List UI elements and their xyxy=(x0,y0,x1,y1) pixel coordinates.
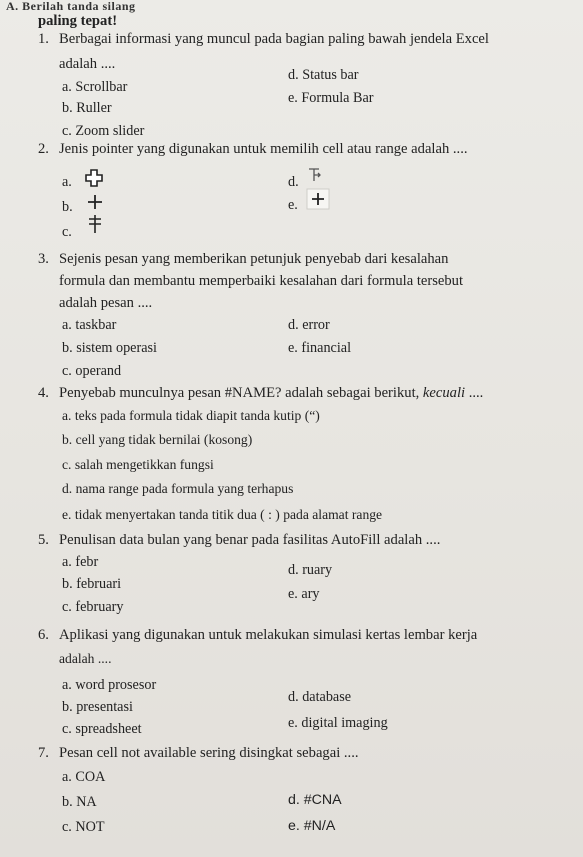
q4-option-b: b. cell yang tidak bernilai (kosong) xyxy=(62,432,253,447)
q2-text-line1: Jenis pointer yang digunakan untuk memilih cell atau range adalah .... xyxy=(59,141,468,157)
q6-option-a: a. word prosesor xyxy=(62,677,157,693)
q1-option-c: c. Zoom slider xyxy=(62,123,145,139)
q2-option-d: d. xyxy=(288,174,299,190)
q4-option-d: d. nama range pada formula yang terhapus xyxy=(62,481,294,496)
q7-option-e: e. #N/A xyxy=(288,818,336,834)
q6-text-line2: adalah .... xyxy=(59,651,112,666)
q3-text-line2: formula dan membantu memperbaiki kesalahan dari formula tersebut xyxy=(59,273,464,289)
q3-option-d: d. error xyxy=(288,317,330,333)
q4-text-post: .... xyxy=(465,385,484,401)
q4-text-pre: Penyebab munculnya pesan #NAME? adalah sebagai berikut, xyxy=(59,385,423,401)
q6-option-e: e. digital imaging xyxy=(288,715,388,731)
q2-option-a: a. xyxy=(62,174,72,190)
q2-number: 2. xyxy=(38,141,49,157)
q4-option-e: e. tidak menyertakan tanda titik dua ( : ) pada alamat range xyxy=(62,507,383,522)
q6-option-d: d. database xyxy=(288,689,352,705)
section-subtitle: paling tepat! xyxy=(38,13,118,29)
q1-number: 1. xyxy=(38,31,49,47)
q1-option-b: b. Ruller xyxy=(62,100,112,116)
q5-option-c: c. february xyxy=(62,599,124,615)
section-header: A. Berilah tanda silang xyxy=(6,0,136,13)
q3-option-b: b. sistem operasi xyxy=(62,340,157,356)
q7-option-c: c. NOT xyxy=(62,819,105,835)
thin-cross-pointer-icon xyxy=(86,193,104,211)
q2-option-e: e. xyxy=(288,197,298,213)
resize-pointer-icon xyxy=(306,166,324,184)
q3-option-e: e. financial xyxy=(288,340,352,356)
q4-option-a: a. teks pada formula tidak diapit tanda kutip (“) xyxy=(62,408,320,423)
double-bar-cross-pointer-icon xyxy=(86,213,104,235)
q7-option-a: a. COA xyxy=(62,769,106,785)
q5-option-d: d. ruary xyxy=(288,562,333,578)
q7-option-d: d. #CNA xyxy=(288,792,342,808)
q1-option-d: d. Status bar xyxy=(288,67,359,83)
q7-option-b: b. NA xyxy=(62,794,97,810)
q1-text-line2: adalah .... xyxy=(59,56,116,72)
q4-text-line1 xyxy=(59,386,483,401)
q5-text-line1: Penulisan data bulan yang benar pada fasilitas AutoFill adalah .... xyxy=(59,532,441,548)
q6-text-line1: Aplikasi yang digunakan untuk melakukan simulasi kertas lembar kerja xyxy=(59,627,478,643)
q3-number: 3. xyxy=(38,251,49,267)
q1-option-e: e. Formula Bar xyxy=(288,90,374,106)
q2-option-b: b. xyxy=(62,199,73,215)
q3-option-c: c. operand xyxy=(62,363,122,379)
q6-option-b: b. presentasi xyxy=(62,699,133,715)
q6-option-c: c. spreadsheet xyxy=(62,721,142,737)
q4-number: 4. xyxy=(38,385,49,401)
q1-text-line1: Berbagai informasi yang muncul pada bagian paling bawah jendela Excel xyxy=(59,31,489,47)
hollow-cross-pointer-icon xyxy=(84,168,104,188)
q5-option-e: e. ary xyxy=(288,586,320,602)
q5-number: 5. xyxy=(38,532,49,548)
q7-text-line1: Pesan cell not available sering disingkat sebagai .... xyxy=(59,745,359,761)
q5-option-b: b. februari xyxy=(62,576,122,592)
q4-text-italic: kecuali xyxy=(422,385,466,401)
q4-option-c: c. salah mengetikkan fungsi xyxy=(62,457,214,472)
boxed-plus-pointer-icon xyxy=(306,188,330,210)
q3-option-a: a. taskbar xyxy=(62,317,117,333)
q6-number: 6. xyxy=(38,627,49,643)
q3-text-line3: adalah pesan .... xyxy=(59,295,153,311)
q3-text-line1: Sejenis pesan yang memberikan petunjuk penyebab dari kesalahan xyxy=(59,251,449,267)
q2-option-c: c. xyxy=(62,224,72,240)
q7-number: 7. xyxy=(38,745,49,761)
q5-option-a: a. febr xyxy=(62,554,99,570)
q1-option-a: a. Scrollbar xyxy=(62,79,128,95)
